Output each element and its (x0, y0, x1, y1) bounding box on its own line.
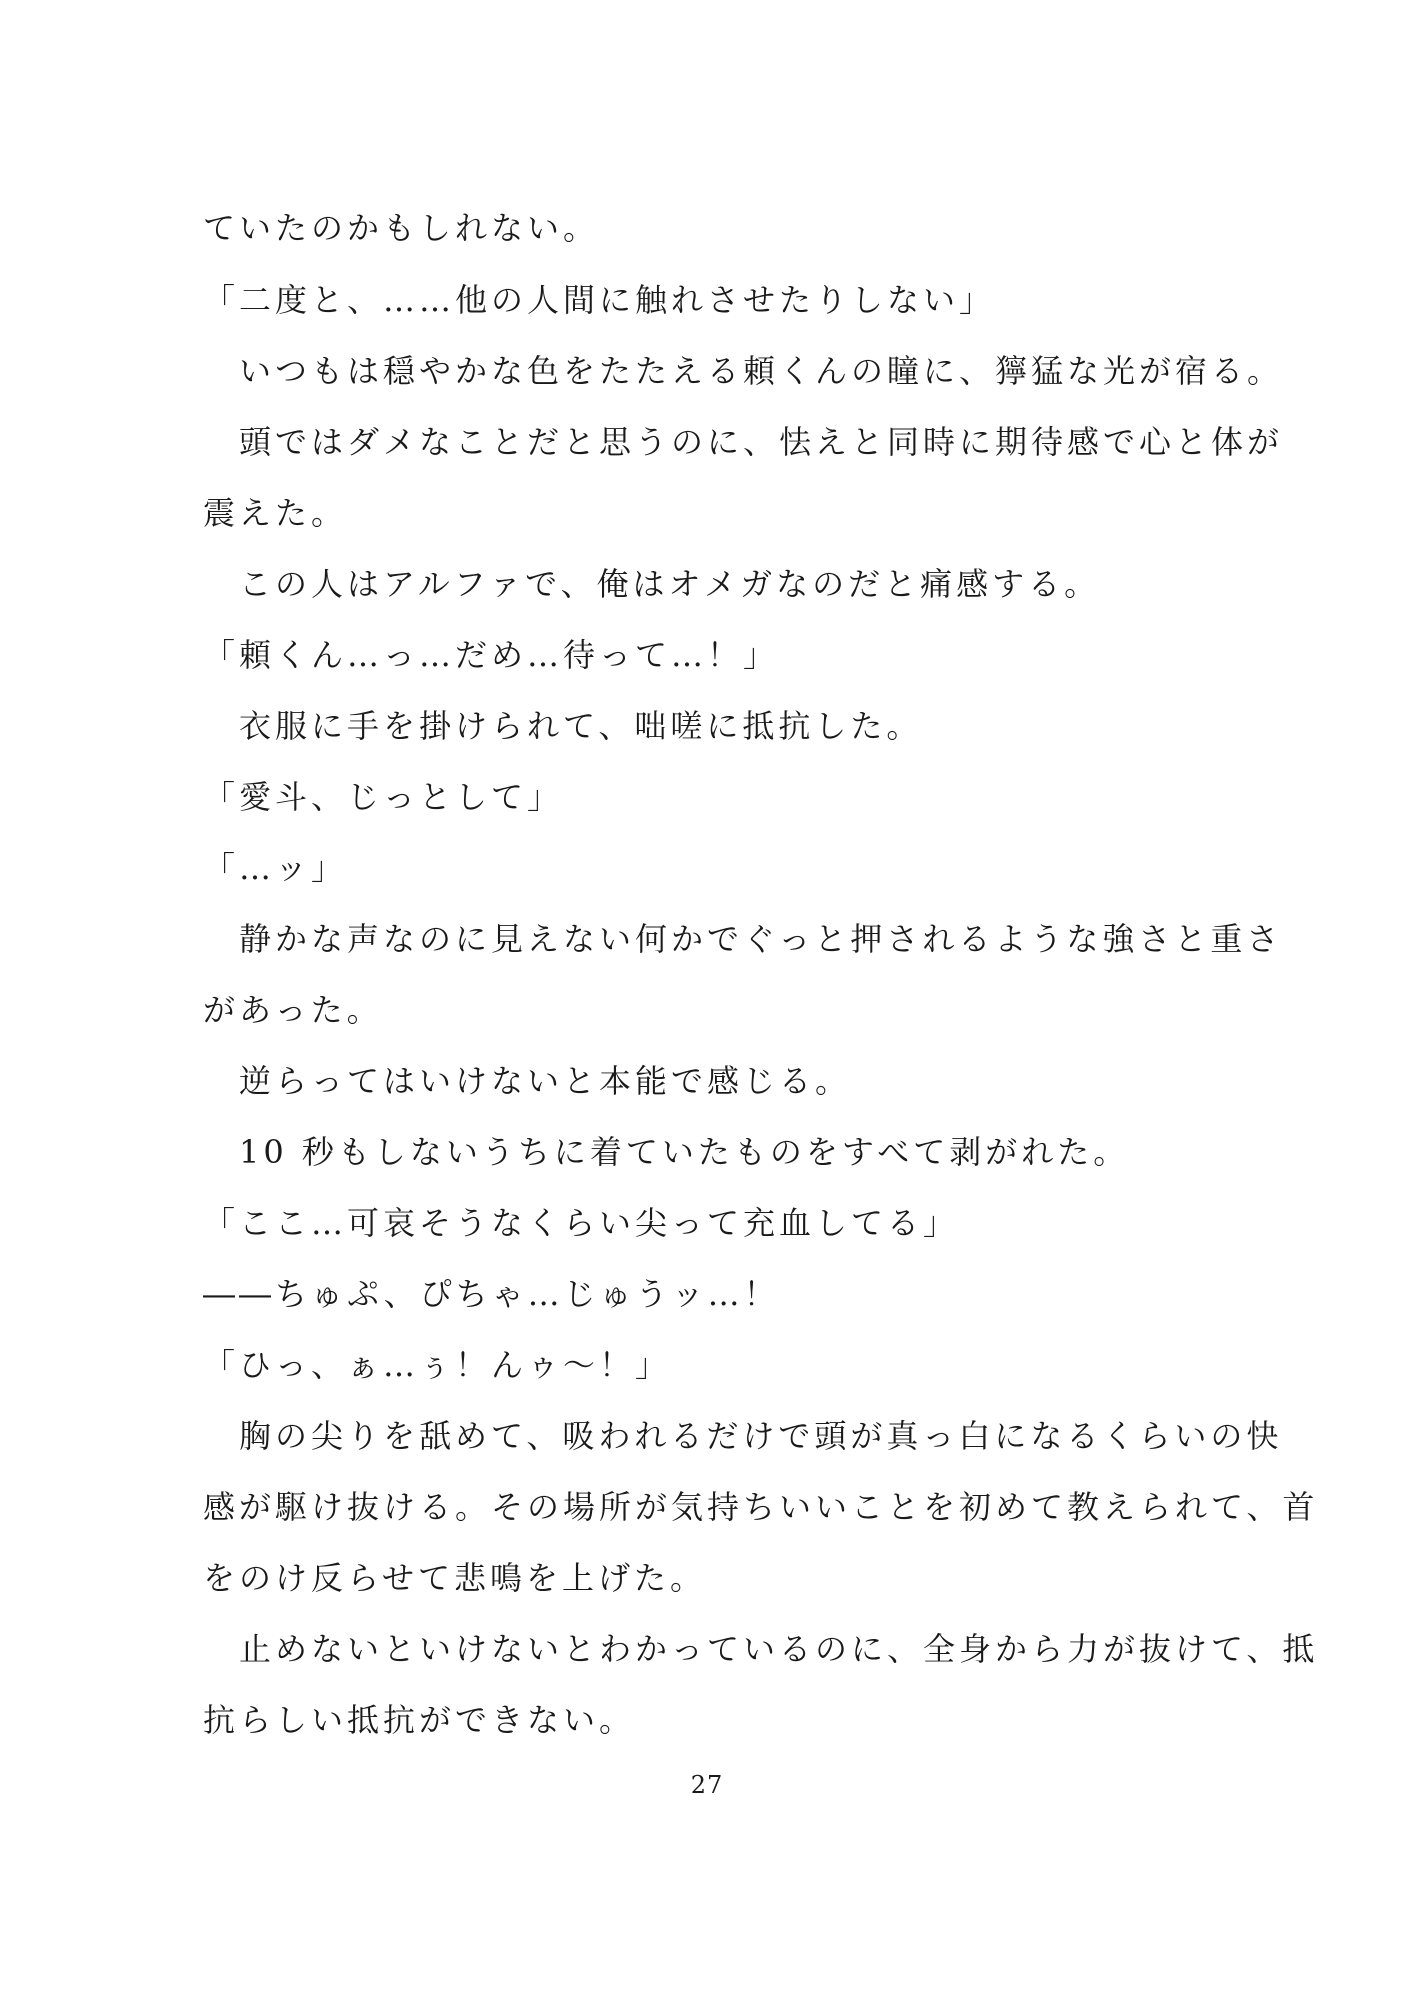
text-line: 感が駆け抜ける。その場所が気持ちいいことを初めて教えられて、首 (203, 1488, 1319, 1526)
text-line: 「ひっ、ぁ…ぅ！んゥ～！」 (203, 1346, 672, 1384)
text-line: 逆らってはいけないと本能で感じる。 (203, 1062, 852, 1100)
text-line: 「愛斗、じっとして」 (203, 778, 564, 816)
page-number: 27 (690, 1771, 724, 1799)
text-line: 頭ではダメなことだと思うのに、怯えと同時に期待感で心と体が (203, 423, 1284, 461)
text-line: 10 秒もしないうちに着ていたものをすべて剥がれた。 (203, 1133, 1130, 1171)
text-line: 「ここ…可哀そうなくらい尖って充血してる」 (203, 1204, 960, 1242)
text-line: 震えた。 (203, 494, 348, 532)
text-line: 胸の尖りを舐めて、吸われるだけで頭が真っ白になるくらいの快 (203, 1417, 1283, 1455)
text-line: 静かな声なのに見えない何かでぐっと押されるような強さと重さ (203, 920, 1283, 958)
text-line: 衣服に手を掛けられて、咄嗟に抵抗した。 (203, 707, 923, 745)
text-line: いつもは穏やかな色をたたえる頼くんの瞳に、獰猛な光が宿る。 (203, 352, 1284, 390)
text-line: 抗らしい抵抗ができない。 (203, 1701, 636, 1739)
text-line: ――ちゅぷ、ぴちゃ…じゅうッ…！ (203, 1275, 780, 1313)
text-line: この人はアルファで、俺はオメガなのだと痛感する。 (203, 565, 1101, 603)
text-line: をのけ反らせて悲鳴を上げた。 (203, 1559, 707, 1597)
text-line: 「…ッ」 (203, 849, 348, 887)
text-line: 「二度と、……他の人間に触れさせたりしない」 (203, 281, 996, 319)
text-line: があった。 (203, 991, 383, 1029)
text-line: 「頼くん…っ…だめ…待って…！」 (203, 636, 780, 674)
text-line: 止めないといけないとわかっているのに、全身から力が抜けて、抵 (203, 1630, 1319, 1668)
text-line: ていたのかもしれない。 (203, 209, 600, 247)
